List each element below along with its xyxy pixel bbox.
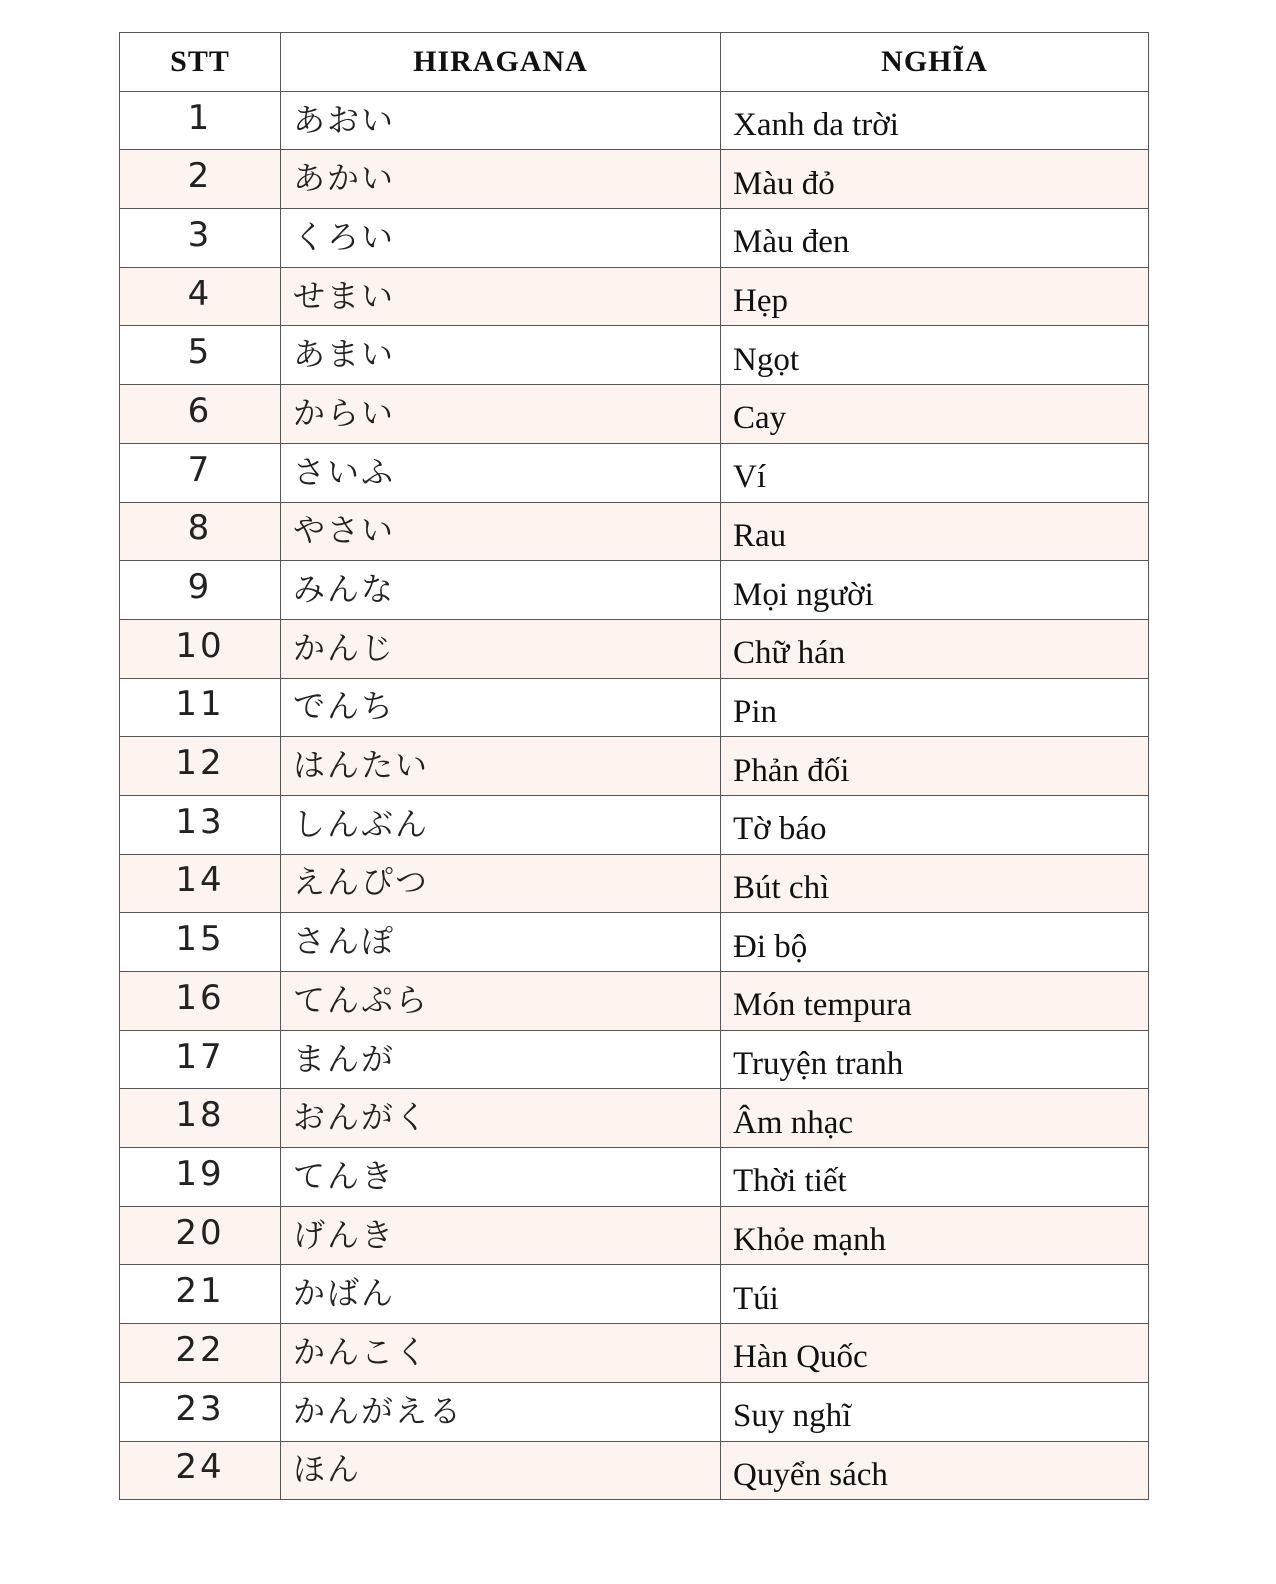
stt-cell: 22: [120, 1324, 281, 1383]
meaning-cell: Quyển sách: [721, 1441, 1149, 1500]
table-row: [120, 1206, 1149, 1265]
stt-cell: 8: [120, 502, 281, 561]
table-row: [120, 1441, 1149, 1500]
stt-cell: 12: [120, 737, 281, 796]
stt-cell: 9: [120, 561, 281, 620]
table-row: [120, 1148, 1149, 1207]
meaning-cell: Thời tiết: [721, 1148, 1149, 1207]
stt-cell: 13: [120, 795, 281, 854]
meaning-cell: Tờ báo: [721, 795, 1149, 854]
meaning-cell: Túi: [721, 1265, 1149, 1324]
meaning-cell: Khỏe mạnh: [721, 1206, 1149, 1265]
table-header: [120, 33, 1149, 92]
meaning-cell: Bút chì: [721, 854, 1149, 913]
hiragana-cell: まんが: [281, 1030, 721, 1089]
stt-cell: 7: [120, 443, 281, 502]
meaning-cell: Màu đỏ: [721, 150, 1149, 209]
hiragana-cell: からい: [281, 385, 721, 444]
hiragana-cell: かんがえる: [281, 1382, 721, 1441]
table-row: [120, 972, 1149, 1031]
stt-cell: 19: [120, 1148, 281, 1207]
meaning-cell: Xanh da trời: [721, 91, 1149, 150]
meaning-cell: Ngọt: [721, 326, 1149, 385]
meaning-cell: Rau: [721, 502, 1149, 561]
table-body: [120, 91, 1149, 1500]
hiragana-cell: さんぽ: [281, 913, 721, 972]
stt-cell: 3: [120, 209, 281, 268]
table-row: [120, 1382, 1149, 1441]
stt-cell: 1: [120, 91, 281, 150]
table-row: [120, 913, 1149, 972]
stt-cell: 4: [120, 267, 281, 326]
table-row: [120, 1030, 1149, 1089]
table-row: [120, 795, 1149, 854]
stt-cell: 6: [120, 385, 281, 444]
table-row: [120, 443, 1149, 502]
hiragana-cell: でんち: [281, 678, 721, 737]
hiragana-cell: かばん: [281, 1265, 721, 1324]
meaning-cell: Phản đối: [721, 737, 1149, 796]
hiragana-cell: かんこく: [281, 1324, 721, 1383]
table-row: [120, 1324, 1149, 1383]
table-row: [120, 1089, 1149, 1148]
meaning-cell: Mọi người: [721, 561, 1149, 620]
meaning-cell: Ví: [721, 443, 1149, 502]
meaning-cell: Chữ hán: [721, 619, 1149, 678]
stt-cell: 14: [120, 854, 281, 913]
vocabulary-table: [119, 32, 1149, 1500]
meaning-cell: Món tempura: [721, 972, 1149, 1031]
meaning-cell: Suy nghĩ: [721, 1382, 1149, 1441]
hiragana-cell: くろい: [281, 209, 721, 268]
meaning-cell: Hẹp: [721, 267, 1149, 326]
hiragana-cell: あまい: [281, 326, 721, 385]
stt-cell: 16: [120, 972, 281, 1031]
table-row: [120, 561, 1149, 620]
table-row: [120, 502, 1149, 561]
hiragana-cell: しんぶん: [281, 795, 721, 854]
meaning-cell: Âm nhạc: [721, 1089, 1149, 1148]
table-row: [120, 854, 1149, 913]
stt-cell: 10: [120, 619, 281, 678]
stt-cell: 23: [120, 1382, 281, 1441]
table-row: [120, 737, 1149, 796]
meaning-cell: Pin: [721, 678, 1149, 737]
hiragana-cell: てんき: [281, 1148, 721, 1207]
stt-cell: 21: [120, 1265, 281, 1324]
hiragana-cell: おんがく: [281, 1089, 721, 1148]
hiragana-cell: あおい: [281, 91, 721, 150]
header-meaning: NGHĨA: [721, 33, 1149, 92]
hiragana-cell: みんな: [281, 561, 721, 620]
table-row: [120, 1265, 1149, 1324]
stt-cell: 11: [120, 678, 281, 737]
table-row: [120, 619, 1149, 678]
hiragana-cell: えんぴつ: [281, 854, 721, 913]
header-stt: STT: [120, 33, 281, 92]
hiragana-cell: あかい: [281, 150, 721, 209]
table-row: [120, 326, 1149, 385]
meaning-cell: Màu đen: [721, 209, 1149, 268]
hiragana-cell: かんじ: [281, 619, 721, 678]
hiragana-cell: げんき: [281, 1206, 721, 1265]
hiragana-cell: はんたい: [281, 737, 721, 796]
table-row: [120, 678, 1149, 737]
stt-cell: 20: [120, 1206, 281, 1265]
table-row: [120, 150, 1149, 209]
hiragana-cell: さいふ: [281, 443, 721, 502]
stt-cell: 5: [120, 326, 281, 385]
header-hiragana: HIRAGANA: [281, 33, 721, 92]
hiragana-cell: やさい: [281, 502, 721, 561]
table-row: [120, 91, 1149, 150]
stt-cell: 2: [120, 150, 281, 209]
meaning-cell: Truyện tranh: [721, 1030, 1149, 1089]
stt-cell: 18: [120, 1089, 281, 1148]
table-row: [120, 267, 1149, 326]
table-row: [120, 209, 1149, 268]
meaning-cell: Cay: [721, 385, 1149, 444]
table-row: [120, 385, 1149, 444]
meaning-cell: Đi bộ: [721, 913, 1149, 972]
stt-cell: 15: [120, 913, 281, 972]
hiragana-cell: てんぷら: [281, 972, 721, 1031]
hiragana-cell: せまい: [281, 267, 721, 326]
meaning-cell: Hàn Quốc: [721, 1324, 1149, 1383]
header-row: [120, 33, 1149, 92]
hiragana-cell: ほん: [281, 1441, 721, 1500]
stt-cell: 17: [120, 1030, 281, 1089]
stt-cell: 24: [120, 1441, 281, 1500]
